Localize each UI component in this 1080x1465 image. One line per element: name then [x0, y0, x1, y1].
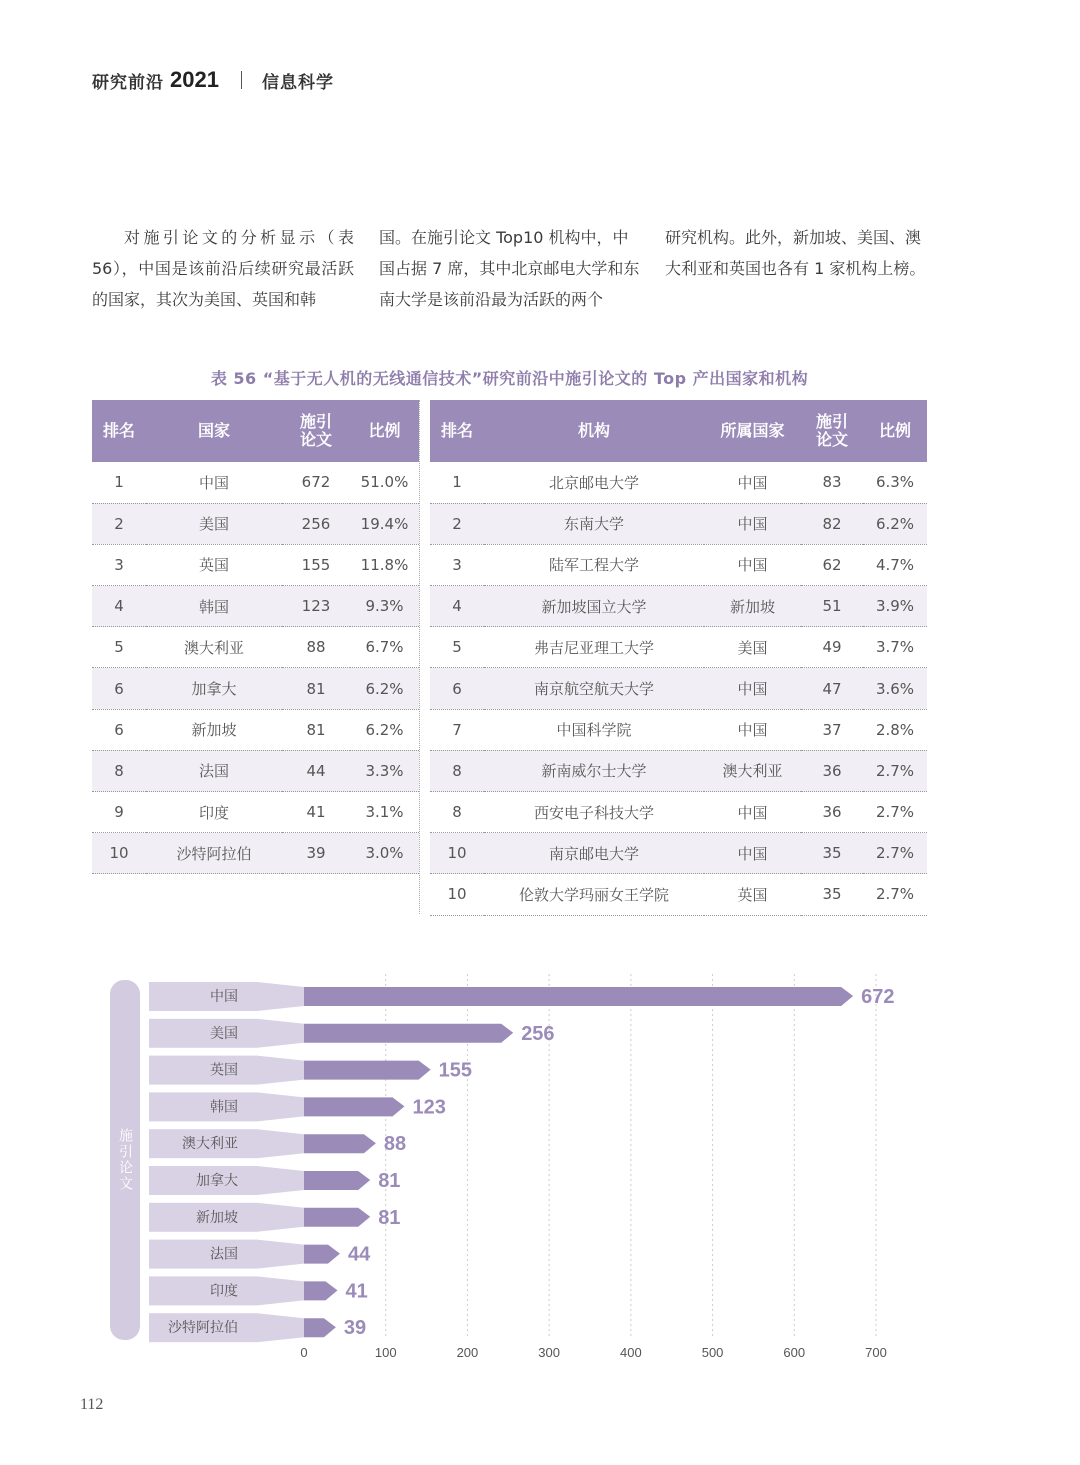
category-label: 印度 — [210, 1283, 238, 1300]
x-tick-label: 400 — [620, 1345, 642, 1360]
country-cell: 新加坡 — [146, 709, 282, 750]
ratio-cell: 3.7% — [863, 627, 927, 668]
ratio-cell: 9.3% — [350, 586, 419, 627]
country-cell: 中国 — [704, 503, 801, 544]
data-label: 256 — [521, 1022, 555, 1045]
papers-cell: 672 — [282, 462, 350, 503]
book-title: 研究前沿 — [92, 72, 164, 93]
ratio-cell: 2.7% — [863, 874, 927, 915]
papers-cell: 41 — [282, 792, 350, 833]
institution-cell: 弗吉尼亚理工大学 — [484, 627, 704, 668]
data-label: 155 — [438, 1059, 473, 1082]
country-cell: 印度 — [146, 792, 282, 833]
data-label: 672 — [861, 986, 895, 1008]
papers-cell: 36 — [801, 792, 863, 833]
table-row — [92, 503, 419, 544]
category-connector — [257, 1166, 304, 1195]
rank-cell: 5 — [430, 627, 484, 668]
papers-cell: 49 — [801, 627, 863, 668]
bar — [304, 1134, 376, 1153]
category-label-bg — [149, 1056, 257, 1085]
header-institution: 机构 — [484, 400, 704, 462]
citing-papers-bar-chart — [0, 960, 1080, 1370]
papers-cell: 62 — [801, 544, 863, 585]
institution-cell: 中国科学院 — [484, 709, 704, 750]
rank-cell: 4 — [92, 586, 146, 627]
ratio-cell: 2.7% — [863, 833, 927, 874]
institution-cell: 新南威尔士大学 — [484, 750, 704, 791]
rank-cell: 7 — [430, 709, 484, 750]
bar — [304, 1245, 340, 1264]
papers-cell: 82 — [801, 503, 863, 544]
country-cell: 澳大利亚 — [146, 627, 282, 668]
category-label: 加拿大 — [196, 1173, 238, 1189]
ratio-cell: 51.0% — [350, 462, 419, 503]
rank-cell: 4 — [430, 586, 484, 627]
country-cell: 英国 — [146, 544, 282, 585]
data-label: 81 — [378, 1170, 401, 1192]
table-row — [430, 668, 927, 709]
ratio-cell: 2.8% — [863, 709, 927, 750]
category-label-bg — [149, 1092, 257, 1121]
table-row — [92, 750, 419, 791]
header-country: 所属国家 — [704, 400, 801, 462]
table-row — [430, 833, 927, 874]
bar — [304, 1208, 370, 1227]
bar — [304, 1171, 370, 1190]
rank-cell: 2 — [430, 503, 484, 544]
ratio-cell: 3.3% — [350, 750, 419, 791]
rank-cell: 1 — [92, 462, 146, 503]
papers-cell: 44 — [282, 750, 350, 791]
intro-column-1: 对施引论文的分析显示（表 56），中国是该前沿后续研究最活跃的国家，其次为美国、英国和韩 — [92, 228, 354, 309]
table-row — [430, 792, 927, 833]
intro-column-2: 国。在施引论文 Top10 机构中，中国占据 7 席，其中北京邮电大学和东南大学是该前沿最为活跃的两个 — [379, 228, 640, 309]
rank-cell: 5 — [92, 627, 146, 668]
data-label: 44 — [347, 1243, 371, 1266]
country-cell: 沙特阿拉伯 — [146, 833, 282, 874]
table-row — [92, 627, 419, 668]
institution-cell: 南京航空航天大学 — [484, 668, 704, 709]
table-row — [92, 544, 419, 585]
papers-cell: 35 — [801, 874, 863, 915]
country-cell: 加拿大 — [146, 668, 282, 709]
institution-cell: 新加坡国立大学 — [484, 586, 704, 627]
section-field: 信息科学 — [261, 72, 334, 93]
rank-cell: 1 — [430, 462, 484, 503]
category-label: 沙特阿拉伯 — [168, 1320, 238, 1337]
institution-table — [430, 400, 927, 916]
institution-cell: 西安电子科技大学 — [484, 792, 704, 833]
data-label: 39 — [343, 1317, 367, 1340]
header-divider — [241, 71, 242, 89]
category-label: 韩国 — [210, 1099, 238, 1116]
ratio-cell: 6.2% — [350, 668, 419, 709]
rank-cell: 2 — [92, 503, 146, 544]
ratio-cell: 19.4% — [350, 503, 419, 544]
country-cell: 韩国 — [146, 586, 282, 627]
header-rank: 排名 — [430, 400, 484, 462]
bar — [304, 1024, 513, 1043]
table-row — [430, 586, 927, 627]
rank-cell: 6 — [92, 709, 146, 750]
papers-cell: 36 — [801, 750, 863, 791]
table-row — [430, 462, 927, 503]
category-connector — [257, 1129, 304, 1158]
category-label: 英国 — [210, 1062, 238, 1079]
papers-cell: 83 — [801, 462, 863, 503]
institution-cell: 陆军工程大学 — [484, 544, 704, 585]
table-row — [92, 792, 419, 833]
country-cell: 中国 — [704, 668, 801, 709]
papers-cell: 88 — [282, 627, 350, 668]
category-label-bg — [149, 1019, 257, 1048]
country-cell: 美国 — [704, 627, 801, 668]
country-cell: 澳大利亚 — [704, 750, 801, 791]
category-label: 美国 — [210, 1025, 238, 1042]
header-papers: 施引 论文 — [282, 400, 350, 462]
header-rank: 排名 — [92, 400, 146, 462]
bar — [304, 987, 853, 1006]
papers-cell: 155 — [282, 544, 350, 585]
papers-cell: 39 — [282, 833, 350, 874]
header-country: 国家 — [146, 400, 282, 462]
institution-cell: 北京邮电大学 — [484, 462, 704, 503]
country-cell: 新加坡 — [704, 586, 801, 627]
papers-cell: 37 — [801, 709, 863, 750]
country-cell: 中国 — [704, 792, 801, 833]
country-cell: 英国 — [704, 874, 801, 915]
category-connector — [257, 1240, 304, 1269]
bar — [304, 1318, 336, 1337]
header-papers: 施引 论文 — [801, 400, 863, 462]
category-label: 中国 — [210, 989, 238, 1005]
data-label: 41 — [345, 1280, 368, 1303]
category-label-bg — [149, 1240, 257, 1269]
institution-cell: 伦敦大学玛丽女王学院 — [484, 874, 704, 915]
table-row — [92, 586, 419, 627]
running-header — [92, 66, 334, 94]
rank-cell: 9 — [92, 792, 146, 833]
x-tick-label: 600 — [783, 1345, 806, 1360]
x-tick-label: 700 — [865, 1345, 887, 1360]
table-row — [430, 503, 927, 544]
ratio-cell: 6.7% — [350, 627, 419, 668]
x-tick-label: 200 — [456, 1345, 479, 1360]
institution-cell: 东南大学 — [484, 503, 704, 544]
category-connector — [257, 982, 304, 1011]
country-table — [92, 400, 419, 874]
papers-cell: 123 — [282, 586, 350, 627]
category-label: 新加坡 — [196, 1209, 238, 1226]
country-cell: 法国 — [146, 750, 282, 791]
country-cell: 中国 — [704, 544, 801, 585]
header-ratio: 比例 — [863, 400, 927, 462]
table-row — [430, 544, 927, 585]
ratio-cell: 4.7% — [863, 544, 927, 585]
category-label-bg — [149, 982, 257, 1011]
rank-cell: 10 — [430, 833, 484, 874]
rank-cell: 10 — [430, 874, 484, 915]
table-divider — [419, 400, 420, 914]
category-label-bg — [149, 1276, 257, 1305]
table-row — [430, 627, 927, 668]
country-cell: 中国 — [704, 462, 801, 503]
data-label: 88 — [383, 1133, 407, 1156]
category-connector — [257, 1276, 304, 1305]
papers-cell: 81 — [282, 709, 350, 750]
ratio-cell: 11.8% — [350, 544, 419, 585]
ratio-cell: 3.1% — [350, 792, 419, 833]
x-tick-label: 0 — [300, 1345, 308, 1360]
category-label: 澳大利亚 — [182, 1136, 238, 1153]
table-row — [92, 668, 419, 709]
rank-cell: 8 — [92, 750, 146, 791]
country-cell: 中国 — [704, 833, 801, 874]
ratio-cell: 6.3% — [863, 462, 927, 503]
book-year: 2021 — [170, 67, 219, 92]
table-row — [92, 462, 419, 503]
table-caption: 表 56 “基于无人机的无线通信技术”研究前沿中施引论文的 Top 产出国家和机构 — [210, 369, 809, 388]
country-cell: 美国 — [146, 503, 282, 544]
rank-cell: 8 — [430, 750, 484, 791]
ratio-cell: 3.0% — [350, 833, 419, 874]
ratio-cell: 6.2% — [350, 709, 419, 750]
x-tick-label: 300 — [538, 1345, 560, 1360]
rank-cell: 3 — [92, 544, 146, 585]
rank-cell: 6 — [92, 668, 146, 709]
rank-cell: 3 — [430, 544, 484, 585]
papers-cell: 35 — [801, 833, 863, 874]
category-connector — [257, 1203, 304, 1232]
side-label: 施引论文 — [117, 1128, 133, 1192]
ratio-cell: 6.2% — [863, 503, 927, 544]
category-connector — [257, 1056, 304, 1085]
rank-cell: 8 — [430, 792, 484, 833]
ratio-cell: 3.9% — [863, 586, 927, 627]
ratio-cell: 2.7% — [863, 792, 927, 833]
institution-cell: 南京邮电大学 — [484, 833, 704, 874]
ratio-cell: 2.7% — [863, 750, 927, 791]
table-row — [92, 833, 419, 874]
papers-cell: 81 — [282, 668, 350, 709]
category-connector — [257, 1019, 304, 1048]
header-ratio: 比例 — [350, 400, 419, 462]
table-row — [92, 709, 419, 750]
bar — [304, 1097, 405, 1116]
table-row — [430, 750, 927, 791]
category-label: 法国 — [210, 1246, 238, 1263]
papers-cell: 47 — [801, 668, 863, 709]
bar — [304, 1061, 431, 1080]
rank-cell: 10 — [92, 833, 146, 874]
table-row — [430, 709, 927, 750]
x-tick-label: 100 — [374, 1345, 397, 1360]
country-cell: 中国 — [146, 462, 282, 503]
bar — [304, 1281, 338, 1300]
data-label: 81 — [378, 1206, 401, 1229]
ratio-cell: 3.6% — [863, 668, 927, 709]
x-tick-label: 500 — [701, 1345, 724, 1360]
country-cell: 中国 — [704, 709, 801, 750]
papers-cell: 51 — [801, 586, 863, 627]
rank-cell: 6 — [430, 668, 484, 709]
papers-cell: 256 — [282, 503, 350, 544]
data-label: 123 — [412, 1096, 446, 1119]
category-connector — [257, 1313, 304, 1342]
category-connector — [257, 1092, 304, 1121]
intro-column-3: 研究机构。此外，新加坡、美国、澳大利亚和英国也各有 1 家机构上榜。 — [665, 228, 926, 278]
page-number: 112 — [80, 1396, 104, 1413]
table-row — [430, 874, 927, 915]
